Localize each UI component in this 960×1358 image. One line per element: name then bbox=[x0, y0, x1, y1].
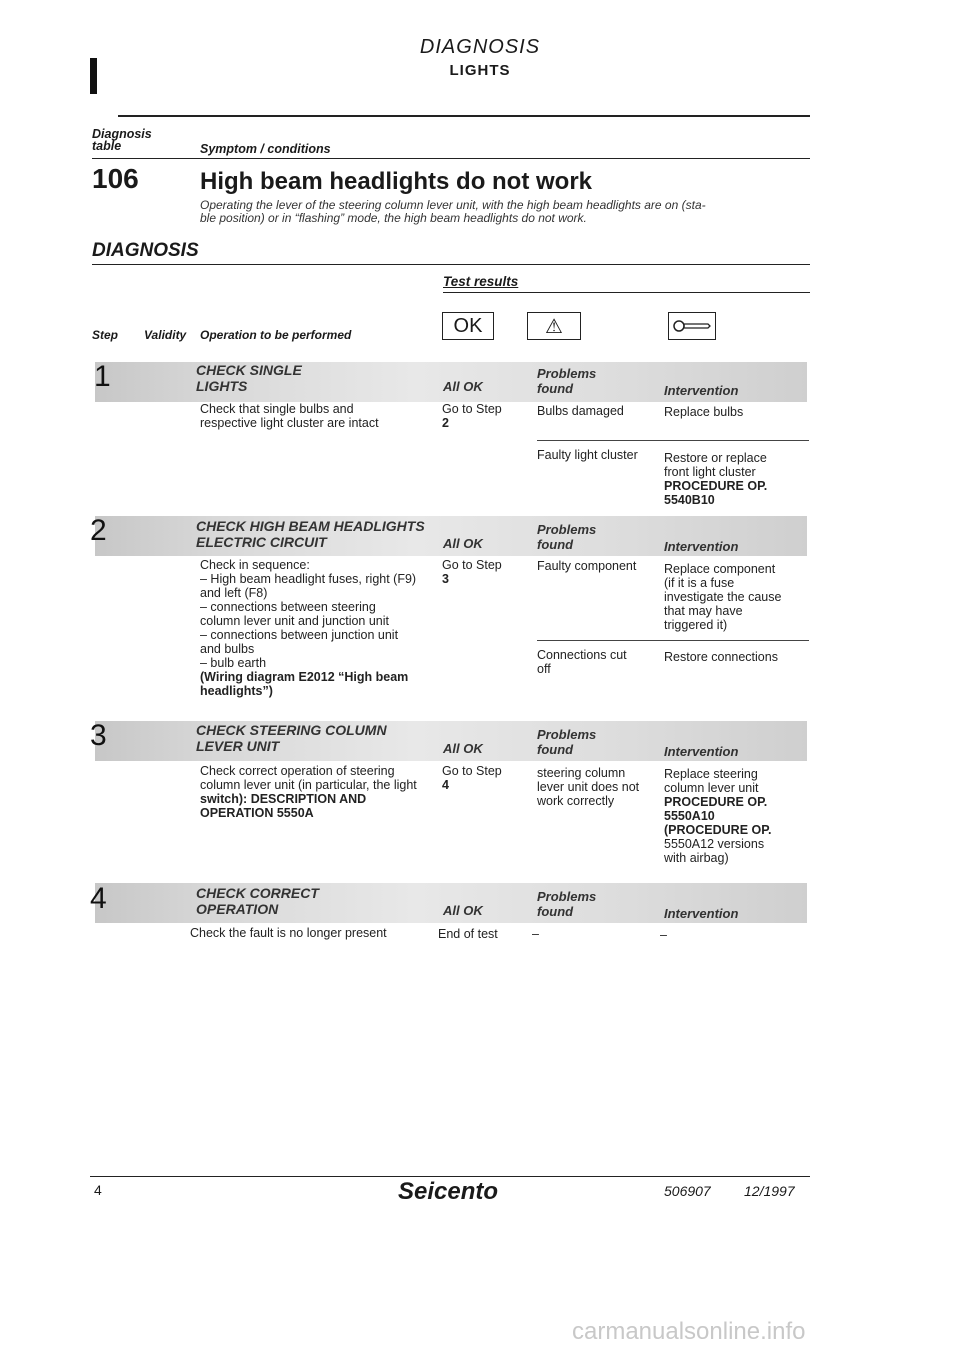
doc-number: 506907 bbox=[664, 1183, 711, 1199]
footer-rule bbox=[90, 1176, 810, 1177]
table-header-rule bbox=[92, 158, 810, 159]
step-1-divider bbox=[537, 440, 809, 441]
fault-title: High beam headlights do not work bbox=[200, 168, 593, 195]
watermark-text: carmanualsonline.info bbox=[572, 1318, 806, 1345]
step-2-intervention-label: Intervention bbox=[664, 539, 739, 554]
step-2-problems-label: Problems found bbox=[537, 522, 597, 552]
wrench-icon bbox=[668, 312, 716, 340]
step-1-all-ok-label: All OK bbox=[443, 379, 483, 394]
step-4-intervention: – bbox=[660, 928, 667, 942]
symptom-label: Symptom / conditions bbox=[200, 142, 331, 156]
brand-logo: Seicento bbox=[398, 1178, 499, 1205]
fault-code: 106 bbox=[92, 163, 139, 194]
step-3-title: CHECK STEERING COLUMN LEVER UNIT bbox=[196, 722, 387, 754]
page-header-title: DIAGNOSIS bbox=[419, 36, 541, 58]
step-1-intervention-label: Intervention bbox=[664, 383, 739, 398]
step-3-operation: Check correct operation of steering column lever unit (in particular, the light switch): DESCRIPTION AND OPERATION 5550A bbox=[200, 764, 417, 820]
doc-date: 12/1997 bbox=[744, 1183, 795, 1199]
step-4-operation: Check the fault is no longer present bbox=[190, 926, 387, 940]
step-4-intervention-label: Intervention bbox=[664, 906, 739, 921]
col-validity: Validity bbox=[144, 328, 187, 342]
step-1-problem-2-found: Faulty light cluster bbox=[537, 448, 638, 462]
step-3-problems-label: Problems found bbox=[537, 727, 597, 757]
step-3-intervention-label: Intervention bbox=[664, 744, 739, 759]
step-2-number: 2 bbox=[90, 514, 107, 547]
page-header-subtitle: LIGHTS bbox=[449, 62, 511, 79]
col-step: Step bbox=[92, 328, 119, 342]
step-1-operation: Check that single bulbs and respective light cluster are intact bbox=[200, 402, 379, 430]
step-1-title: CHECK SINGLE LIGHTS bbox=[196, 362, 302, 394]
diagnosis-table-label: Diagnosis table bbox=[92, 127, 152, 153]
step-1-number: 1 bbox=[94, 360, 111, 393]
step-3-problem-1-intervention: Replace steering column lever unit PROCEDURE OP. 5550A10 (PROCEDURE OP. 5550A12 versions with airbag) bbox=[664, 767, 772, 865]
step-2-divider bbox=[537, 640, 809, 641]
step-2-all-ok-label: All OK bbox=[443, 536, 483, 551]
warning-icon: ⚠ bbox=[527, 312, 581, 340]
step-2-problem-2-found: Connections cut off bbox=[537, 648, 627, 676]
diagnosis-heading: DIAGNOSIS bbox=[92, 240, 199, 261]
step-1-problem-2-intervention: Restore or replace front light cluster PROCEDURE OP. 5540B10 bbox=[664, 451, 768, 507]
step-4-problems-label: Problems found bbox=[537, 889, 597, 919]
test-results-label: Test results bbox=[443, 274, 519, 289]
step-1-ok-result: Go to Step 2 bbox=[442, 402, 502, 430]
page-number: 4 bbox=[94, 1182, 102, 1198]
step-2-problem-2-intervention: Restore connections bbox=[664, 650, 778, 664]
diagnosis-rule bbox=[92, 264, 810, 265]
step-4-problem-found: – bbox=[532, 927, 539, 941]
ok-icon: OK bbox=[442, 312, 494, 340]
fault-description: Operating the lever of the steering column lever unit, with the high beam headlights are on (sta- ble position) or in “flashing” mode, the high beam headlights do not work. bbox=[200, 198, 706, 225]
step-2-title: CHECK HIGH BEAM HEADLIGHTS ELECTRIC CIRCUIT bbox=[196, 518, 425, 550]
step-2-ok-result: Go to Step 3 bbox=[442, 558, 502, 586]
step-2-operation: Check in sequence: – High beam headlight fuses, right (F9) and left (F8) – connections between steering column lever unit and junction unit – connections between junction unit and bulbs – bulb earth (Wiring diagram E2012 “High beam headlights”) bbox=[200, 558, 417, 698]
step-3-number: 3 bbox=[90, 719, 107, 752]
step-4-title: CHECK CORRECT OPERATION bbox=[196, 885, 319, 917]
col-operation: Operation to be performed bbox=[200, 328, 352, 342]
step-4-all-ok-label: All OK bbox=[443, 903, 483, 918]
step-4-ok-result: End of test bbox=[438, 927, 498, 941]
step-3-all-ok-label: All OK bbox=[443, 741, 483, 756]
step-1-problem-1-intervention: Replace bulbs bbox=[664, 405, 744, 419]
test-results-rule bbox=[443, 292, 810, 293]
step-3-ok-result: Go to Step 4 bbox=[442, 764, 502, 792]
step-2-problem-1-intervention: Replace component (if it is a fuse investigate the cause that may have triggered it) bbox=[664, 562, 782, 632]
step-1-problems-label: Problems found bbox=[537, 366, 597, 396]
step-1-problem-1-found: Bulbs damaged bbox=[537, 404, 624, 418]
header-rule bbox=[118, 115, 810, 117]
step-3-problem-1-found: steering column lever unit does not work correctly bbox=[537, 766, 640, 808]
step-4-number: 4 bbox=[90, 882, 107, 915]
step-2-problem-1-found: Faulty component bbox=[537, 559, 637, 573]
